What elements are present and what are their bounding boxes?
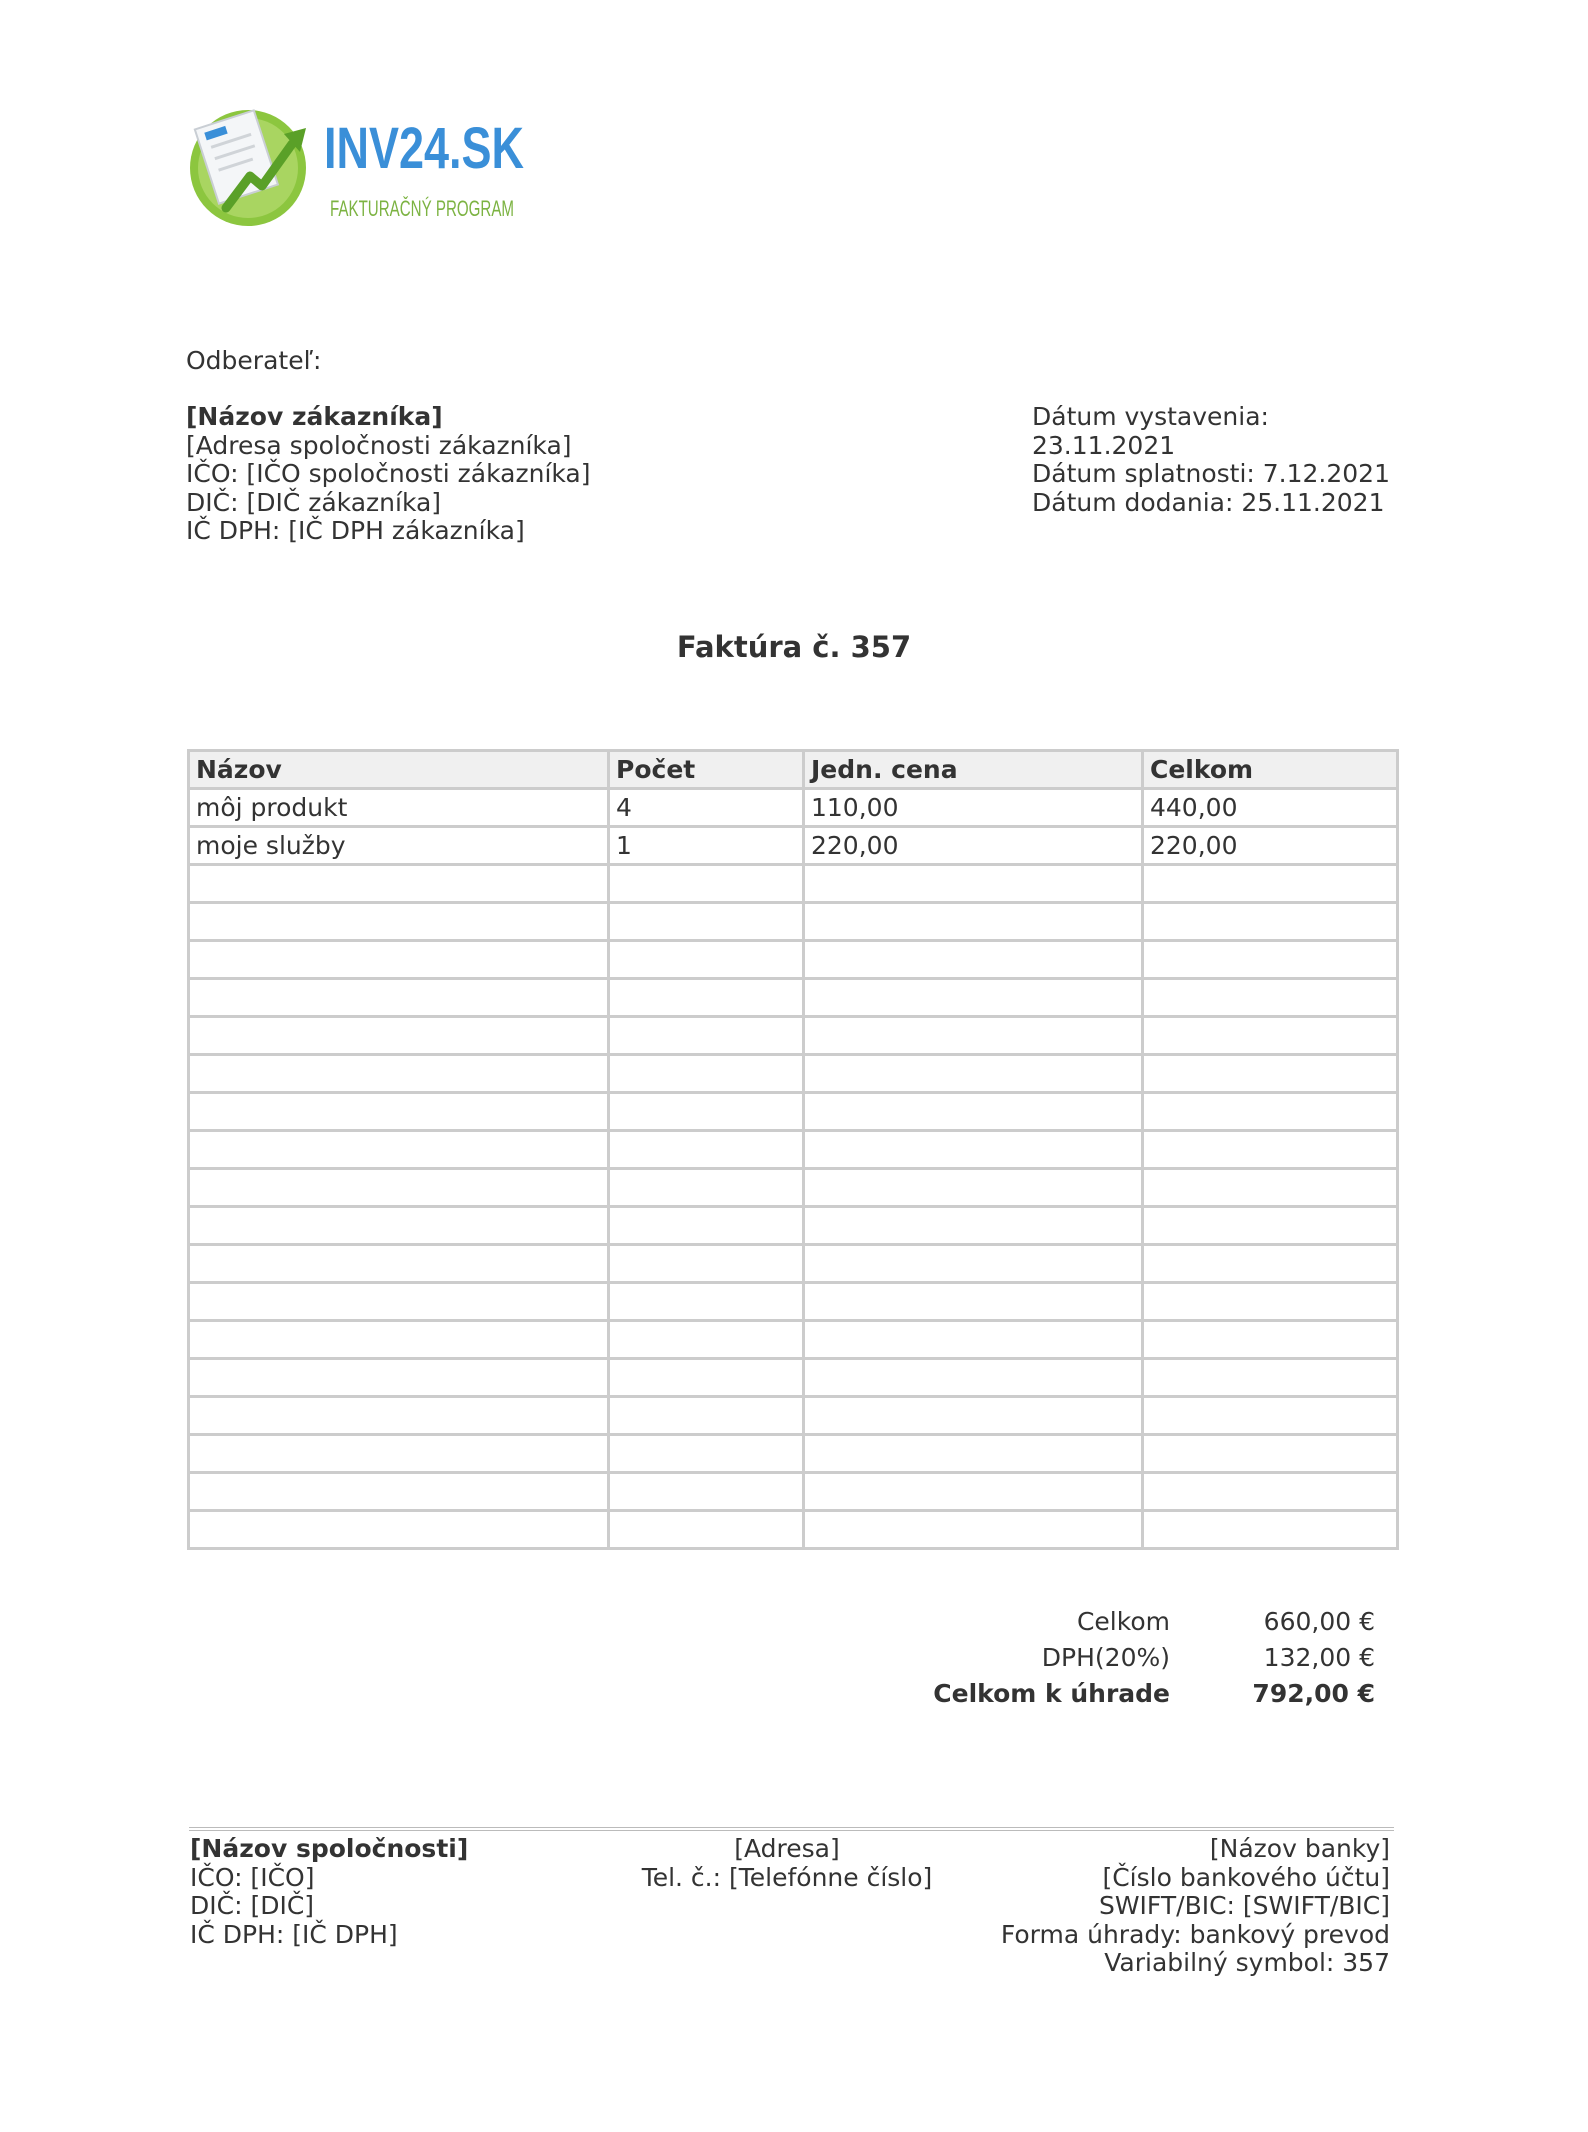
cell-unit-price <box>804 865 1143 903</box>
footer-swift: SWIFT/BIC: [SWIFT/BIC] <box>1098 1891 1390 1920</box>
dates-block <box>1032 403 1390 517</box>
footer-bank-name: [Názov banky] <box>1209 1834 1390 1863</box>
table-row <box>189 1511 1398 1549</box>
footer-ico: IČO: [IČO] <box>190 1862 315 1892</box>
cell-name: môj produkt <box>189 789 609 827</box>
customer-dic: DIČ: [DIČ zákazníka] <box>186 487 442 517</box>
logo-tagline: FAKTURAČNÝ PROGRAM <box>330 196 514 221</box>
cell-quantity <box>609 865 804 903</box>
cell-total <box>1143 1131 1398 1169</box>
cell-unit-price <box>804 1321 1143 1359</box>
cell-total <box>1143 1511 1398 1549</box>
table-row <box>189 1283 1398 1321</box>
cell-name <box>189 1207 609 1245</box>
table-row <box>189 1245 1398 1283</box>
cell-quantity <box>609 979 804 1017</box>
cell-unit-price: 110,00 <box>804 789 1143 827</box>
cell-quantity <box>609 1397 804 1435</box>
table-row <box>189 865 1398 903</box>
due-date: Dátum splatnosti: 7.12.2021 <box>1032 459 1390 488</box>
table-row <box>189 979 1398 1017</box>
column-header-total: Celkom <box>1143 751 1398 789</box>
table-row <box>189 827 1398 865</box>
cell-name <box>189 1017 609 1055</box>
customer-label: Odberateľ: <box>186 346 322 375</box>
cell-name <box>189 1511 609 1549</box>
cell-quantity <box>609 1511 804 1549</box>
cell-total <box>1143 1359 1398 1397</box>
cell-quantity <box>609 1169 804 1207</box>
subtotal-row <box>800 1604 1375 1640</box>
cell-name <box>189 1473 609 1511</box>
cell-total <box>1143 1017 1398 1055</box>
table-header-row <box>189 751 1398 789</box>
cell-total <box>1143 1321 1398 1359</box>
cell-unit-price <box>804 1017 1143 1055</box>
cell-total <box>1143 1169 1398 1207</box>
table-row <box>189 941 1398 979</box>
footer-variable-symbol: Variabilný symbol: 357 <box>1104 1948 1390 1977</box>
cell-name <box>189 1169 609 1207</box>
cell-quantity <box>609 1321 804 1359</box>
cell-name <box>189 1283 609 1321</box>
vat-row <box>800 1640 1375 1676</box>
cell-quantity <box>609 1473 804 1511</box>
subtotal-label: Celkom <box>1076 1607 1170 1636</box>
cell-quantity <box>609 1245 804 1283</box>
cell-name <box>189 1321 609 1359</box>
table-row <box>189 1207 1398 1245</box>
cell-unit-price <box>804 903 1143 941</box>
grand-total-value: 792,00 € <box>1252 1679 1375 1708</box>
items-body <box>189 789 1398 1549</box>
vat-label: DPH(20%) <box>1041 1643 1170 1672</box>
customer-block <box>186 403 591 546</box>
column-header-quantity: Počet <box>609 751 804 789</box>
totals-block <box>800 1604 1375 1712</box>
table-row <box>189 1359 1398 1397</box>
issue-date-value: 23.11.2021 <box>1032 430 1176 460</box>
table-row <box>189 1321 1398 1359</box>
subtotal-value: 660,00 € <box>1263 1607 1375 1636</box>
cell-unit-price <box>804 1093 1143 1131</box>
footer-company-block <box>190 1835 468 1949</box>
cell-name <box>189 1435 609 1473</box>
cell-unit-price <box>804 1131 1143 1169</box>
footer-company-name: [Názov spoločnosti] <box>190 1834 469 1863</box>
table-row <box>189 1017 1398 1055</box>
footer-divider <box>189 1827 1394 1831</box>
cell-name <box>189 865 609 903</box>
cell-name <box>189 903 609 941</box>
cell-total <box>1143 1283 1398 1321</box>
cell-unit-price <box>804 1055 1143 1093</box>
invoice-title: Faktúra č. 357 <box>676 630 912 664</box>
table-row <box>189 789 1398 827</box>
footer-address: [Adresa] <box>734 1834 840 1863</box>
footer-dic: DIČ: [DIČ] <box>190 1891 315 1920</box>
cell-quantity <box>609 1131 804 1169</box>
grand-total-row <box>800 1676 1375 1712</box>
cell-unit-price <box>804 1169 1143 1207</box>
cell-total <box>1143 1093 1398 1131</box>
cell-total <box>1143 941 1398 979</box>
table-row <box>189 1169 1398 1207</box>
cell-unit-price <box>804 1511 1143 1549</box>
column-header-unit-price: Jedn. cena <box>804 751 1143 789</box>
cell-quantity <box>609 1283 804 1321</box>
cell-quantity <box>609 903 804 941</box>
cell-name <box>189 941 609 979</box>
company-logo <box>188 98 538 238</box>
customer-ic-dph: IČ DPH: [IČ DPH zákazníka] <box>186 516 525 545</box>
cell-name <box>189 1055 609 1093</box>
cell-quantity: 4 <box>609 789 804 827</box>
cell-unit-price <box>804 941 1143 979</box>
cell-total <box>1143 1055 1398 1093</box>
footer-bank-block <box>1001 1835 1390 1978</box>
cell-quantity <box>609 1055 804 1093</box>
cell-quantity <box>609 1435 804 1473</box>
items-table <box>187 749 1399 1550</box>
cell-total: 220,00 <box>1143 827 1398 865</box>
cell-quantity: 1 <box>609 827 804 865</box>
cell-unit-price <box>804 1245 1143 1283</box>
cell-name: moje služby <box>189 827 609 865</box>
cell-unit-price <box>804 1359 1143 1397</box>
cell-total <box>1143 979 1398 1017</box>
footer-contact-block <box>592 1835 982 1892</box>
cell-name <box>189 1359 609 1397</box>
table-row <box>189 1397 1398 1435</box>
cell-quantity <box>609 1359 804 1397</box>
cell-unit-price <box>804 1207 1143 1245</box>
table-row <box>189 1473 1398 1511</box>
logo-brand: INV24.SK <box>324 116 525 181</box>
cell-quantity <box>609 1093 804 1131</box>
cell-total <box>1143 903 1398 941</box>
cell-unit-price <box>804 1397 1143 1435</box>
cell-unit-price <box>804 979 1143 1017</box>
delivery-date: Dátum dodania: 25.11.2021 <box>1032 487 1385 517</box>
grand-total-label: Celkom k úhrade <box>933 1679 1170 1708</box>
footer-bank-account: [Číslo bankového účtu] <box>1102 1862 1390 1892</box>
table-row <box>189 903 1398 941</box>
column-header-name: Názov <box>189 751 609 789</box>
vat-value: 132,00 € <box>1263 1643 1375 1672</box>
customer-address: [Adresa spoločnosti zákazníka] <box>186 430 572 460</box>
cell-total <box>1143 1435 1398 1473</box>
cell-unit-price: 220,00 <box>804 827 1143 865</box>
cell-total <box>1143 1397 1398 1435</box>
cell-name <box>189 1397 609 1435</box>
customer-name: [Názov zákazníka] <box>186 402 443 431</box>
cell-name <box>189 979 609 1017</box>
customer-ico: IČO: [IČO spoločnosti zákazníka] <box>186 459 591 488</box>
cell-quantity <box>609 941 804 979</box>
logo-graphic <box>188 98 538 238</box>
cell-total: 440,00 <box>1143 789 1398 827</box>
cell-name <box>189 1131 609 1169</box>
cell-name <box>189 1093 609 1131</box>
cell-total <box>1143 1473 1398 1511</box>
footer-ic-dph: IČ DPH: [IČ DPH] <box>190 1919 398 1949</box>
cell-unit-price <box>804 1283 1143 1321</box>
cell-quantity <box>609 1207 804 1245</box>
cell-total <box>1143 1207 1398 1245</box>
cell-unit-price <box>804 1435 1143 1473</box>
table-row <box>189 1131 1398 1169</box>
cell-total <box>1143 865 1398 903</box>
cell-quantity <box>609 1017 804 1055</box>
cell-total <box>1143 1245 1398 1283</box>
cell-unit-price <box>804 1473 1143 1511</box>
footer-payment-method: Forma úhrady: bankový prevod <box>1000 1919 1390 1949</box>
table-row <box>189 1435 1398 1473</box>
cell-name <box>189 1245 609 1283</box>
table-row <box>189 1055 1398 1093</box>
footer-phone: Tel. č.: [Telefónne číslo] <box>641 1862 933 1892</box>
table-row <box>189 1093 1398 1131</box>
issue-date-label: Dátum vystavenia: <box>1032 402 1269 431</box>
